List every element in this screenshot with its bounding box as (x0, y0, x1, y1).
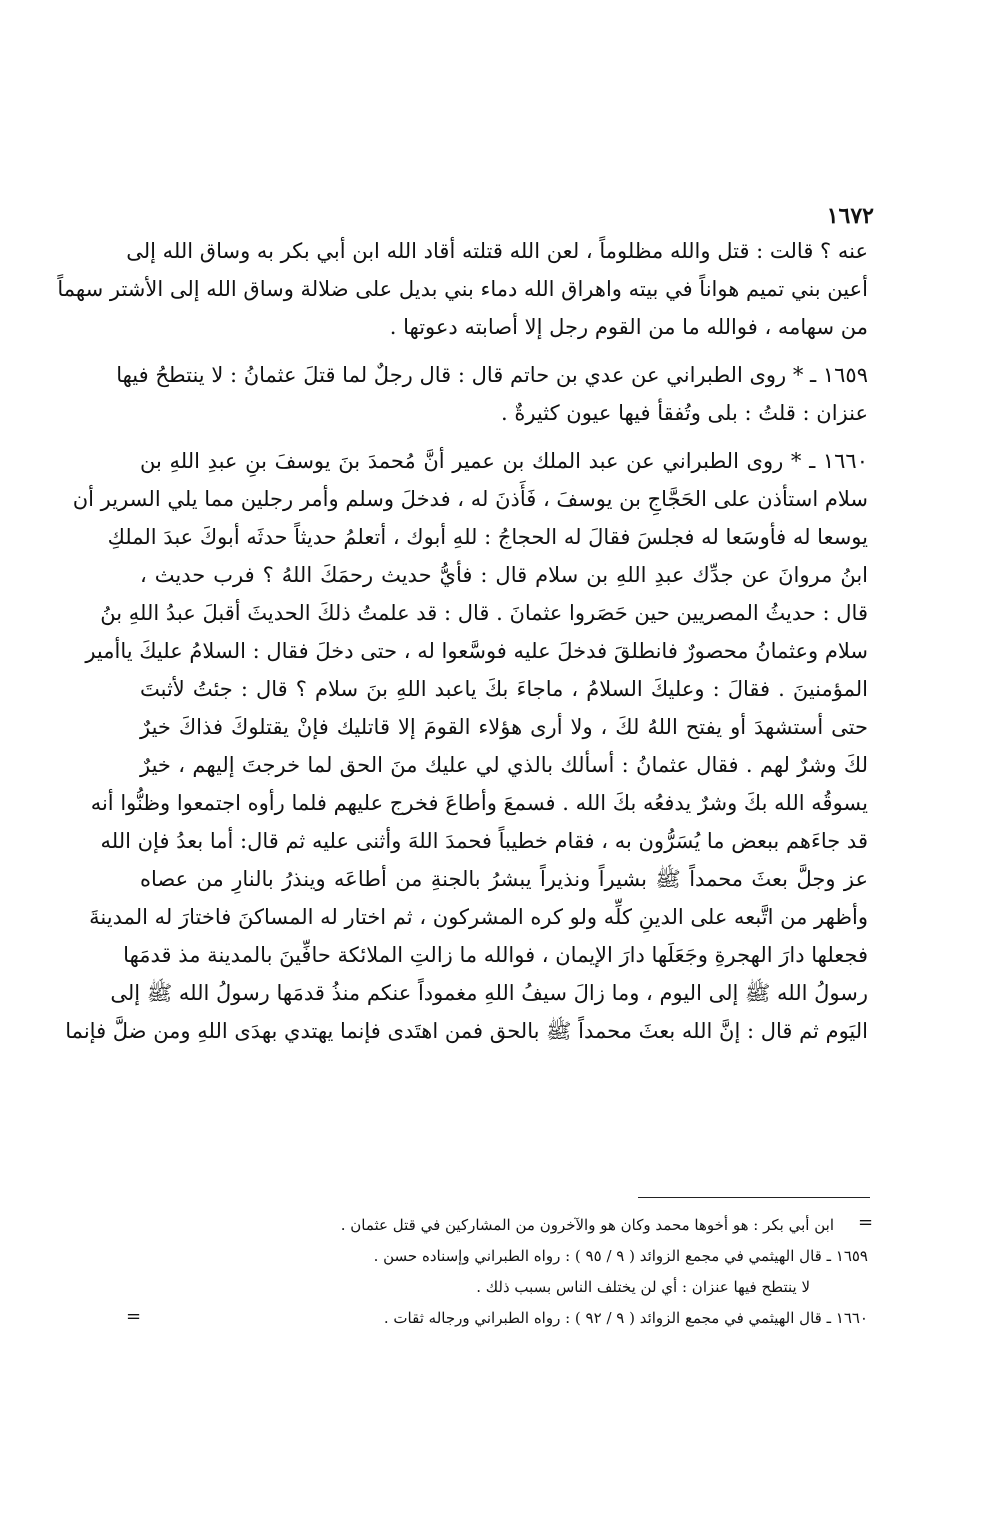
paragraph-1659 (116, 356, 868, 432)
text-line: عز وجلَّ بعثَ محمداً ﷺ بشيراً ونذيراً يبشرُ بالجنةِ من أطاعَه وينذرُ بالنارِ من عصاه (140, 867, 868, 891)
main-text (57, 232, 868, 1050)
text-line: اليَوم ثم قال : إنَّ الله بعثَ محمداً ﷺ بالحق فمن اهتَدى فإنما يهتدي بهدَى اللهِ ومن ضلَّ فإنما (65, 1019, 868, 1043)
text-line: المؤمنينَ . فقالَ : وعليكَ السلامُ ، ماجاءَ بكَ ياعبد اللهِ بنَ سلام ؟ قال : جئتُ لأثبتَ (140, 677, 868, 701)
text-line: حتى أستشهدَ أو يفتح اللهُ لكَ ، ولا أرى هؤلاء القومَ إلا قاتليك فإنْ يقتلوكَ فذاكَ خيرٌ (140, 715, 868, 739)
text-line: لكَ وشرٌ لهم . فقال عثمانُ : أسألك بالذي لي عليك منَ الحق لما خرجتَ إليهم ، خيرٌ (140, 753, 868, 777)
text-line: عنه ؟ قالت : قتل والله مظلوماً ، لعن الله قتلته أقاد الله ابن أبي بكر به وساق الله إلى (126, 239, 868, 263)
text-line: أعين بني تميم هواناً في بيته واهراق الله دماء بني بديل على ضلالة وساق الله إلى الأشتر سهماً (57, 277, 868, 301)
text-line: يوسعا له فأوسَعا له فجلسَ فقالَ له الحجاجُ : للهِ أبوك ، أتعلمُ حديثاً حدثَه أبوكَ عبدَ الملكِ (107, 525, 868, 549)
text-line: قد جاءَهم ببعض ما يُسَرُّون به ، فقام خطيباً فحمدَ اللهَ وأثنى عليه ثم قال: أما بعدُ فإن الله (100, 829, 868, 853)
paragraph-1660 (65, 442, 868, 1050)
footnote-end-marker: = (126, 1306, 142, 1327)
paragraph-1 (57, 232, 868, 346)
footnote-continuation-marker: = (858, 1212, 874, 1233)
text-line: ١٦٥٩ ـ * روى الطبراني عن عدي بن حاتم قال : قال رجلٌ لما قتلَ عثمانُ : لا ينتطحُ فيها (116, 363, 868, 387)
footnote-divider (638, 1197, 870, 1198)
text-line: عنزان : قلتُ : بلى وتُفقأ فيها عيون كثيرةٌ . (500, 401, 868, 425)
text-line: فجعلها دارَ الهجرةِ وجَعَلَها دارَ الإيمان ، فوالله ما زالتِ الملائكة حافِّينَ بالمدينة مذ قدمَها (123, 943, 868, 967)
footnotes (260, 1210, 868, 1334)
text-line: ١٦٦٠ ـ * روى الطبراني عن عبد الملك بن عمير أنَّ مُحمدَ بنَ يوسفَ بنِ عبدِ اللهِ بن (140, 449, 868, 473)
footnote-item: ١٦٦٠ ـ قال الهيثمي في مجمع الزوائد ( ٩ / ٩٢ ) : رواه الطبراني ورجاله ثقات . (383, 1309, 868, 1327)
text-line: وأظهر من اتَّبعه على الدينِ كلِّه ولو كره المشركون ، ثم اختار له المساكنَ فاختارَ له المدينةَ (89, 905, 868, 929)
footnote-item: ابن أبي بكر : هو أخوها محمد وكان هو والآخرون من المشاركين في قتل عثمان . (340, 1216, 834, 1234)
text-line: رسولُ الله ﷺ إلى اليوم ، وما زالَ سيفُ اللهِ مغموداً عنكم منذُ قدمَها رسولُ الله ﷺ إلى (110, 981, 868, 1005)
text-line: من سهامه ، فوالله ما من القوم رجل إلا أصابته دعوتها . (389, 315, 868, 339)
text-line: سلام استأذن على الحَجَّاجِ بن يوسفَ ، فَأَذنَ له ، فدخلَ وسلم وأمر رجلين مما يلي السرير أن (72, 487, 868, 511)
footnote-item: ١٦٥٩ ـ قال الهيثمي في مجمع الزوائد ( ٩ / ٩٥ ) : رواه الطبراني وإسناده حسن . (373, 1247, 868, 1265)
footnote-item: لا ينتطح فيها عنزان : أي لن يختلف الناس بسبب ذلك . (476, 1278, 810, 1296)
text-line: ابنُ مروانَ عن جدِّك عبدِ اللهِ بن سلام قال : فأيُّ حديث رحمَكَ اللهُ ؟ فرب حديث ، (140, 563, 868, 587)
page-number: ١٦٧٢ (826, 203, 874, 229)
text-line: سلام وعثمانُ محصورٌ فانطلقَ فدخلَ عليه فوسَّعوا له ، حتى دخلَ فقال : السلامُ عليكَ ياأمير (85, 639, 868, 663)
text-line: قال : حديثُ المصريين حين حَصَروا عثمانَ . قال : قد علمتُ ذلكَ الحديثَ أقبلَ عبدُ اللهِ بنُ (100, 601, 868, 625)
text-line: يسوقُه الله بكَ وشرٌ يدفعُه بكَ الله . فسمعَ وأطاعَ فخرج عليهم فلما رأوه اجتمعوا وظنُّوا أنه (90, 791, 868, 815)
